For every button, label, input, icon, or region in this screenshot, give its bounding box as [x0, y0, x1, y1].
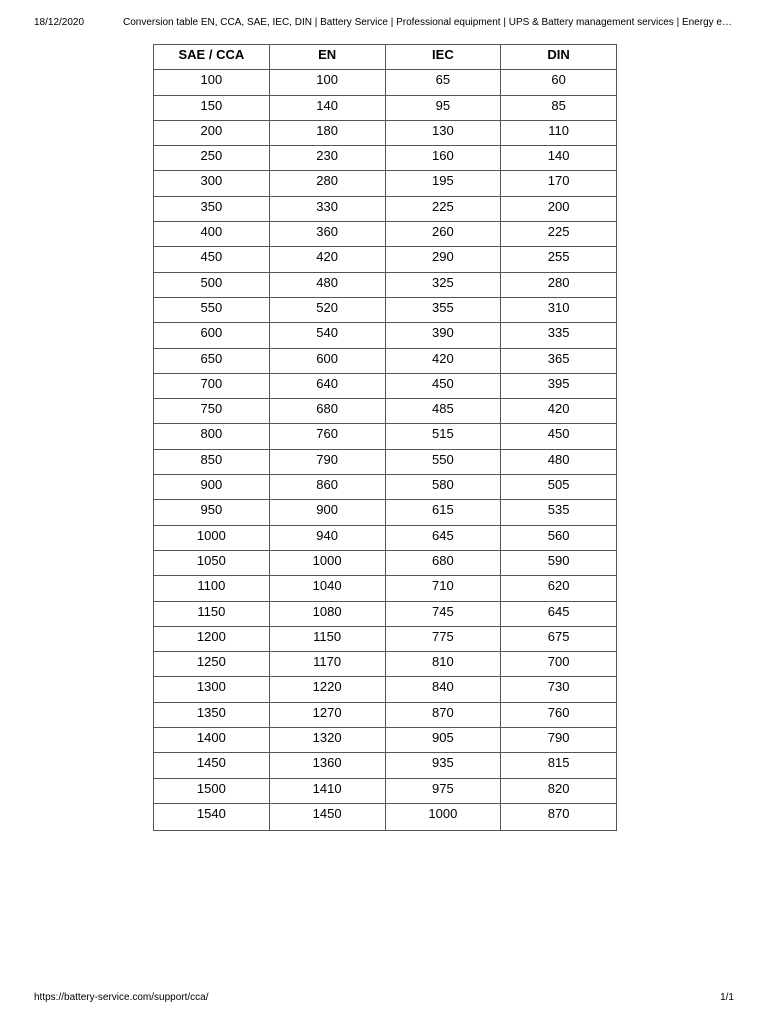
- table-cell-din: 870: [501, 803, 617, 830]
- table-cell-iec: 615: [385, 500, 501, 525]
- table-cell-en: 760: [269, 424, 385, 449]
- table-row: [154, 323, 617, 348]
- table-cell-din: 700: [501, 652, 617, 677]
- table-cell-sae-cca: 250: [154, 146, 270, 171]
- table-row: [154, 146, 617, 171]
- table-cell-din: 730: [501, 677, 617, 702]
- table-cell-iec: 680: [385, 550, 501, 575]
- table-cell-sae-cca: 400: [154, 222, 270, 247]
- table-cell-iec: 645: [385, 525, 501, 550]
- table-cell-sae-cca: 500: [154, 272, 270, 297]
- table-cell-sae-cca: 150: [154, 95, 270, 120]
- table-cell-iec: 65: [385, 70, 501, 95]
- table-cell-iec: 870: [385, 702, 501, 727]
- table-cell-iec: 160: [385, 146, 501, 171]
- table-cell-iec: 130: [385, 120, 501, 145]
- table-cell-sae-cca: 1000: [154, 525, 270, 550]
- table-cell-en: 680: [269, 399, 385, 424]
- table-cell-iec: 450: [385, 373, 501, 398]
- table-cell-iec: 95: [385, 95, 501, 120]
- table-cell-en: 480: [269, 272, 385, 297]
- table-cell-sae-cca: 1200: [154, 626, 270, 651]
- column-header-en: EN: [269, 45, 385, 70]
- table-cell-din: 420: [501, 399, 617, 424]
- table-cell-iec: 580: [385, 475, 501, 500]
- table-cell-iec: 745: [385, 601, 501, 626]
- table-cell-en: 790: [269, 449, 385, 474]
- table-cell-din: 815: [501, 753, 617, 778]
- print-page-number: 1/1: [720, 992, 734, 1003]
- table-cell-iec: 485: [385, 399, 501, 424]
- print-footer: [0, 992, 768, 1008]
- table-cell-iec: 550: [385, 449, 501, 474]
- table-cell-iec: 515: [385, 424, 501, 449]
- table-cell-din: 365: [501, 348, 617, 373]
- table-cell-din: 60: [501, 70, 617, 95]
- table-cell-iec: 225: [385, 196, 501, 221]
- table-cell-en: 1410: [269, 778, 385, 803]
- table-row: [154, 677, 617, 702]
- table-row: [154, 778, 617, 803]
- table-cell-din: 225: [501, 222, 617, 247]
- table-cell-din: 790: [501, 728, 617, 753]
- table-cell-en: 1360: [269, 753, 385, 778]
- print-url: https://battery-service.com/support/cca/: [34, 992, 209, 1003]
- table-cell-sae-cca: 100: [154, 70, 270, 95]
- column-header-din: DIN: [501, 45, 617, 70]
- table-cell-en: 1150: [269, 626, 385, 651]
- table-cell-iec: 355: [385, 297, 501, 322]
- table-row: [154, 475, 617, 500]
- table-cell-en: 100: [269, 70, 385, 95]
- table-row: [154, 171, 617, 196]
- table-cell-sae-cca: 700: [154, 373, 270, 398]
- table-cell-iec: 390: [385, 323, 501, 348]
- table-cell-sae-cca: 1540: [154, 803, 270, 830]
- table-cell-iec: 935: [385, 753, 501, 778]
- table-row: [154, 373, 617, 398]
- table-row: [154, 95, 617, 120]
- table-cell-sae-cca: 1350: [154, 702, 270, 727]
- table-cell-sae-cca: 650: [154, 348, 270, 373]
- table-cell-sae-cca: 1450: [154, 753, 270, 778]
- table-cell-iec: 325: [385, 272, 501, 297]
- table-cell-en: 1000: [269, 550, 385, 575]
- table-cell-din: 110: [501, 120, 617, 145]
- table-body: [154, 70, 617, 831]
- table-cell-din: 480: [501, 449, 617, 474]
- table-row: [154, 500, 617, 525]
- conversion-table: [153, 44, 617, 831]
- table-cell-en: 1450: [269, 803, 385, 830]
- table-cell-sae-cca: 200: [154, 120, 270, 145]
- table-cell-din: 820: [501, 778, 617, 803]
- table-cell-sae-cca: 1100: [154, 576, 270, 601]
- print-header: [0, 17, 768, 33]
- table-cell-en: 1170: [269, 652, 385, 677]
- table-cell-sae-cca: 350: [154, 196, 270, 221]
- table-cell-en: 280: [269, 171, 385, 196]
- table-row: [154, 702, 617, 727]
- table-row: [154, 550, 617, 575]
- table-cell-din: 200: [501, 196, 617, 221]
- table-cell-en: 1080: [269, 601, 385, 626]
- table-cell-en: 330: [269, 196, 385, 221]
- table-cell-sae-cca: 1400: [154, 728, 270, 753]
- table-cell-din: 590: [501, 550, 617, 575]
- table-cell-iec: 905: [385, 728, 501, 753]
- table-cell-sae-cca: 550: [154, 297, 270, 322]
- table-row: [154, 626, 617, 651]
- table-row: [154, 728, 617, 753]
- table-cell-sae-cca: 900: [154, 475, 270, 500]
- table-cell-en: 1320: [269, 728, 385, 753]
- table-cell-iec: 1000: [385, 803, 501, 830]
- table-cell-sae-cca: 300: [154, 171, 270, 196]
- table-cell-din: 560: [501, 525, 617, 550]
- table-cell-en: 360: [269, 222, 385, 247]
- table-cell-din: 505: [501, 475, 617, 500]
- table-row: [154, 70, 617, 95]
- table-cell-iec: 810: [385, 652, 501, 677]
- table-cell-en: 420: [269, 247, 385, 272]
- table-cell-en: 600: [269, 348, 385, 373]
- table-cell-din: 280: [501, 272, 617, 297]
- table-cell-sae-cca: 1500: [154, 778, 270, 803]
- table-row: [154, 120, 617, 145]
- table-cell-en: 1270: [269, 702, 385, 727]
- table-cell-en: 140: [269, 95, 385, 120]
- table-row: [154, 753, 617, 778]
- table-cell-en: 940: [269, 525, 385, 550]
- table-cell-en: 900: [269, 500, 385, 525]
- table-cell-en: 1040: [269, 576, 385, 601]
- table-row: [154, 449, 617, 474]
- column-header-sae-cca: SAE / CCA: [154, 45, 270, 70]
- column-header-iec: IEC: [385, 45, 501, 70]
- table-row: [154, 196, 617, 221]
- table-cell-din: 450: [501, 424, 617, 449]
- table-cell-sae-cca: 1050: [154, 550, 270, 575]
- table-cell-din: 85: [501, 95, 617, 120]
- table-row: [154, 348, 617, 373]
- table-row: [154, 652, 617, 677]
- table-row: [154, 424, 617, 449]
- table-cell-din: 675: [501, 626, 617, 651]
- table-cell-en: 640: [269, 373, 385, 398]
- table-cell-iec: 840: [385, 677, 501, 702]
- table-row: [154, 601, 617, 626]
- table-cell-en: 520: [269, 297, 385, 322]
- table-cell-din: 620: [501, 576, 617, 601]
- table-cell-en: 180: [269, 120, 385, 145]
- table-row: [154, 247, 617, 272]
- table-row: [154, 576, 617, 601]
- table-cell-iec: 195: [385, 171, 501, 196]
- table-cell-din: 170: [501, 171, 617, 196]
- table-cell-din: 760: [501, 702, 617, 727]
- table-cell-sae-cca: 600: [154, 323, 270, 348]
- table-cell-en: 540: [269, 323, 385, 348]
- table-cell-sae-cca: 1300: [154, 677, 270, 702]
- table-cell-sae-cca: 1250: [154, 652, 270, 677]
- table-cell-din: 395: [501, 373, 617, 398]
- print-date: 18/12/2020: [34, 17, 85, 28]
- table-cell-sae-cca: 850: [154, 449, 270, 474]
- table-row: [154, 399, 617, 424]
- table-row: [154, 297, 617, 322]
- table-header-row: [154, 45, 617, 70]
- table-row: [154, 803, 617, 830]
- table-cell-din: 310: [501, 297, 617, 322]
- table-row: [154, 272, 617, 297]
- print-page-title: Conversion table EN, CCA, SAE, IEC, DIN | Battery Service | Professional equipment | UPS & Battery management services | Energy e…: [123, 17, 732, 28]
- table-cell-iec: 710: [385, 576, 501, 601]
- table-cell-iec: 975: [385, 778, 501, 803]
- table-cell-sae-cca: 450: [154, 247, 270, 272]
- table-cell-iec: 420: [385, 348, 501, 373]
- table-cell-en: 860: [269, 475, 385, 500]
- table-cell-en: 230: [269, 146, 385, 171]
- table-cell-din: 335: [501, 323, 617, 348]
- table-cell-sae-cca: 1150: [154, 601, 270, 626]
- table-cell-din: 535: [501, 500, 617, 525]
- table-cell-en: 1220: [269, 677, 385, 702]
- table-cell-din: 255: [501, 247, 617, 272]
- table-row: [154, 222, 617, 247]
- table-cell-sae-cca: 800: [154, 424, 270, 449]
- table-cell-din: 645: [501, 601, 617, 626]
- table-cell-iec: 260: [385, 222, 501, 247]
- table-cell-din: 140: [501, 146, 617, 171]
- table-cell-sae-cca: 950: [154, 500, 270, 525]
- table-row: [154, 525, 617, 550]
- table-cell-sae-cca: 750: [154, 399, 270, 424]
- table-cell-iec: 775: [385, 626, 501, 651]
- table-cell-iec: 290: [385, 247, 501, 272]
